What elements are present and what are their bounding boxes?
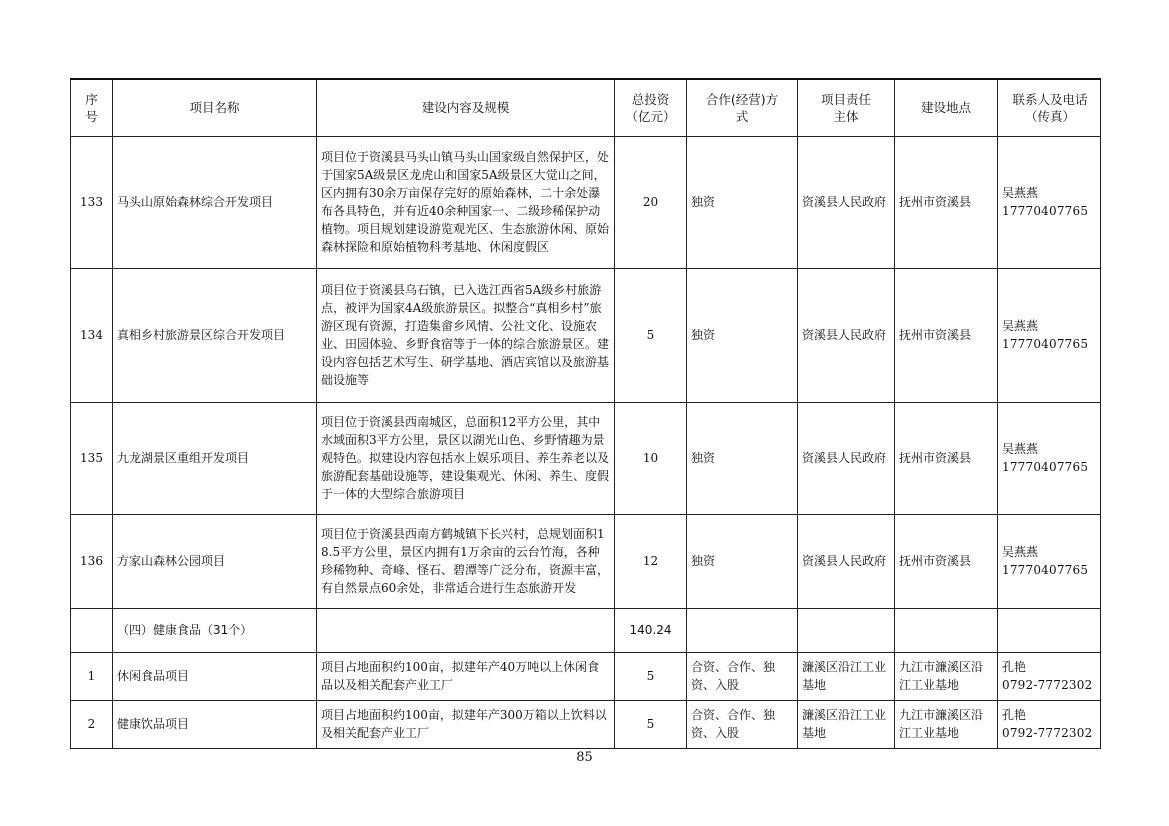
row-subject: 资溪县人民政府 <box>798 514 895 608</box>
row-investment: 5 <box>615 700 687 748</box>
row-mode: 独资 <box>687 514 798 608</box>
row-subject: 濂溪区沿江工业基地 <box>798 652 895 700</box>
row-content: 项目位于资溪县西南城区，总面积12平方公里，其中水域面积3平方公里，景区以湖光山色、乡野情趣为景观特色。拟建设内容包括水上娱乐项目、养生养老以及旅游配套基础设施等，建设集观光、休闲、养生、度假于一体的大型综合旅游项目 <box>317 402 615 514</box>
section-location <box>895 608 998 652</box>
row-location: 抚州市资溪县 <box>895 514 998 608</box>
row-mode: 独资 <box>687 268 798 402</box>
contact-phone: 17770407765 <box>1002 563 1089 577</box>
contact-phone: 17770407765 <box>1002 460 1089 474</box>
table-row <box>71 136 1101 268</box>
row-location: 抚州市资溪县 <box>895 402 998 514</box>
header-location: 建设地点 <box>895 79 998 136</box>
row-investment: 20 <box>615 136 687 268</box>
header-contact: 联系人及电话（传真） <box>998 79 1101 136</box>
row-seq: 2 <box>71 700 113 748</box>
row-subject: 资溪县人民政府 <box>798 268 895 402</box>
section-title: （四）健康食品（31个） <box>113 608 317 652</box>
row-location: 九江市濂溪区沿江工业基地 <box>895 652 998 700</box>
project-table <box>70 78 1101 749</box>
row-investment: 12 <box>615 514 687 608</box>
row-investment: 5 <box>615 268 687 402</box>
table-row <box>71 652 1101 700</box>
row-location: 抚州市资溪县 <box>895 136 998 268</box>
header-content: 建设内容及规模 <box>317 79 615 136</box>
contact-phone: 17770407765 <box>1002 337 1089 351</box>
row-name: 九龙湖景区重组开发项目 <box>113 402 317 514</box>
section-mode <box>687 608 798 652</box>
page-number: 85 <box>576 750 593 765</box>
row-name: 真相乡村旅游景区综合开发项目 <box>113 268 317 402</box>
row-contact <box>998 652 1101 700</box>
row-name: 马头山原始森林综合开发项目 <box>113 136 317 268</box>
table-row <box>71 402 1101 514</box>
contact-name: 吴燕燕 <box>1002 319 1039 333</box>
contact-phone: 17770407765 <box>1002 204 1089 218</box>
section-subject <box>798 608 895 652</box>
table-row <box>71 700 1101 748</box>
row-location: 抚州市资溪县 <box>895 268 998 402</box>
row-name: 休闲食品项目 <box>113 652 317 700</box>
contact-name: 吴燕燕 <box>1002 186 1039 200</box>
row-investment: 5 <box>615 652 687 700</box>
row-mode: 独资 <box>687 136 798 268</box>
row-contact <box>998 700 1101 748</box>
row-investment: 10 <box>615 402 687 514</box>
row-seq: 1 <box>71 652 113 700</box>
row-seq: 135 <box>71 402 113 514</box>
header-subject: 项目责任主体 <box>798 79 895 136</box>
row-subject: 资溪县人民政府 <box>798 402 895 514</box>
row-name: 方家山森林公园项目 <box>113 514 317 608</box>
header-name: 项目名称 <box>113 79 317 136</box>
header-row <box>71 79 1101 136</box>
row-seq: 134 <box>71 268 113 402</box>
contact-name: 孔艳 <box>1002 660 1027 674</box>
row-subject: 资溪县人民政府 <box>798 136 895 268</box>
row-contact <box>998 136 1101 268</box>
section-contact <box>998 608 1101 652</box>
row-content: 项目位于资溪县马头山镇马头山国家级自然保护区，处于国家5A级景区龙虎山和国家5A级景区大觉山之间，区内拥有30余万亩保存完好的原始森林，二十余处瀑布各具特色，并有近40余种国家一、二级珍稀保护动植物。项目规划建设游览观光区、生态旅游休闲、原始森林探险和原始植物科考基地、休闲度假区 <box>317 136 615 268</box>
contact-name: 孔艳 <box>1002 708 1027 722</box>
row-subject: 濂溪区沿江工业基地 <box>798 700 895 748</box>
header-seq: 序号 <box>71 79 113 136</box>
contact-name: 吴燕燕 <box>1002 442 1039 456</box>
row-contact <box>998 514 1101 608</box>
row-content: 项目位于资溪县西南方鹤城镇下长兴村，总规划面积18.5平方公里，景区内拥有1万余亩的云台竹海，各种珍稀物种、奇峰、怪石、碧潭等广泛分布，资源丰富，有自然景点60余处，非常适合进行生态旅游开发 <box>317 514 615 608</box>
row-contact <box>998 268 1101 402</box>
header-investment: 总投资（亿元） <box>615 79 687 136</box>
row-contact <box>998 402 1101 514</box>
row-mode: 合资、合作、独资、入股 <box>687 652 798 700</box>
row-content: 项目位于资溪县乌石镇，已入选江西省5A级乡村旅游点，被评为国家4A级旅游景区。拟整合“真相乡村”旅游区现有资源，打造集畲乡风情、公社文化、设施农业、田园体验、乡野食宿等于一体的综合旅游景区。建设内容包括艺术写生、研学基地、酒店宾馆以及旅游基础设施等 <box>317 268 615 402</box>
contact-name: 吴燕燕 <box>1002 545 1039 559</box>
section-seq <box>71 608 113 652</box>
row-name: 健康饮品项目 <box>113 700 317 748</box>
table-row <box>71 514 1101 608</box>
row-seq: 133 <box>71 136 113 268</box>
row-content: 项目占地面积约100亩，拟建年产40万吨以上休闲食品以及相关配套产业工厂 <box>317 652 615 700</box>
row-location: 九江市濂溪区沿江工业基地 <box>895 700 998 748</box>
row-mode: 独资 <box>687 402 798 514</box>
row-seq: 136 <box>71 514 113 608</box>
contact-phone: 0792-7772302 <box>1002 678 1093 692</box>
section-content <box>317 608 615 652</box>
header-mode: 合作(经营)方式 <box>687 79 798 136</box>
row-content: 项目占地面积约100亩，拟建年产300万箱以上饮料以及相关配套产业工厂 <box>317 700 615 748</box>
section-row <box>71 608 1101 652</box>
section-investment: 140.24 <box>615 608 687 652</box>
table-row <box>71 268 1101 402</box>
row-mode: 合资、合作、独资、入股 <box>687 700 798 748</box>
contact-phone: 0792-7772302 <box>1002 726 1093 740</box>
